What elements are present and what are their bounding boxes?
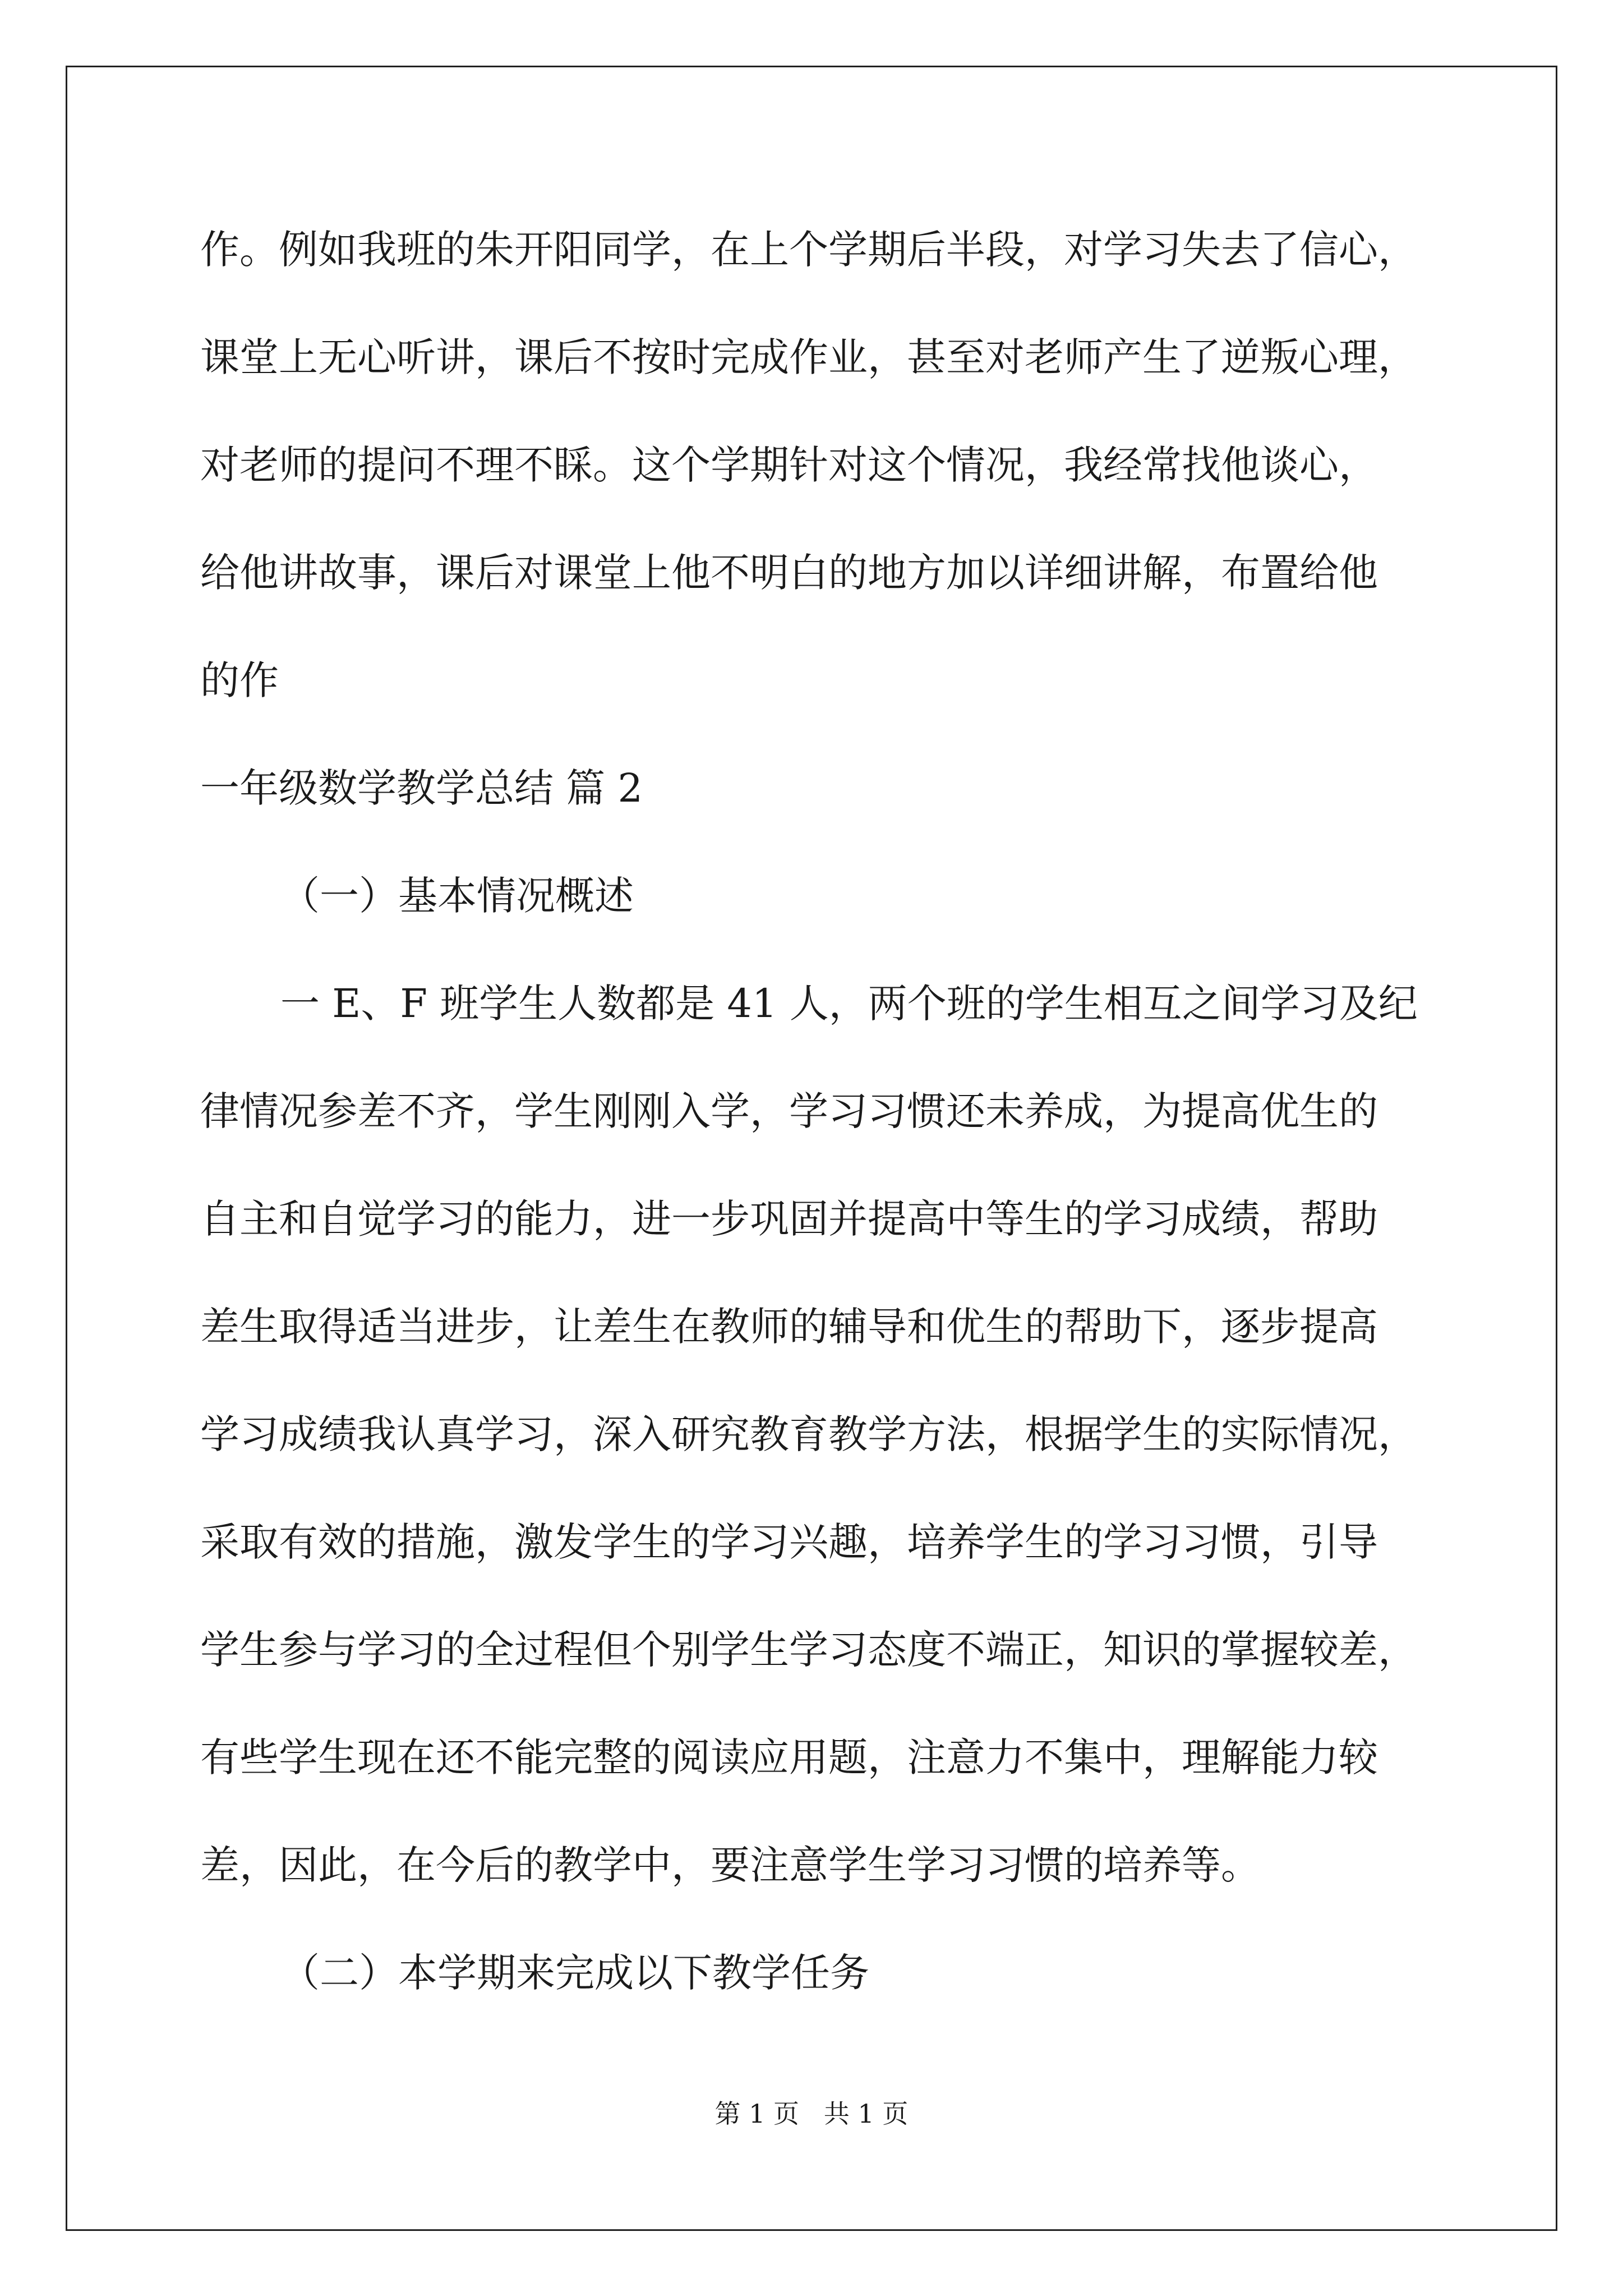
body-text-line: 学习成绩我认真学习，深入研究教育教学方法，根据学生的实际情况，: [200, 1411, 1417, 1457]
page-number-footer: 第 1 页 共 1 页: [714, 2099, 909, 2129]
body-text-line: 自主和自觉学习的能力，进一步巩固并提高中等生的学习成绩，帮助: [200, 1196, 1378, 1242]
body-text-line: 给他讲故事，课后对课堂上他不明白的地方加以详细讲解，布置给他: [200, 550, 1378, 596]
subsection-heading: （二）本学期来完成以下教学任务: [280, 1950, 869, 1996]
section-heading: 一年级数学教学总结 篇 2: [200, 765, 643, 811]
page-border: [66, 66, 1557, 2231]
body-text-line: 学生参与学习的全过程但个别学生学习态度不端正，知识的掌握较差，: [200, 1627, 1417, 1673]
body-text-line: 差生取得适当进步，让差生在教师的辅导和优生的帮助下，逐步提高: [200, 1304, 1378, 1350]
subsection-heading: （一）基本情况概述: [280, 873, 634, 919]
body-text-line: 律情况参差不齐，学生刚刚入学，学习习惯还未养成，为提高优生的: [200, 1088, 1378, 1134]
body-text-line: 有些学生现在还不能完整的阅读应用题，注意力不集中，理解能力较: [200, 1734, 1378, 1780]
body-text-line: 对老师的提问不理不睬。这个学期针对这个情况，我经常找他谈心，: [200, 442, 1378, 488]
body-text-line: 作。例如我班的朱开阳同学，在上个学期后半段，对学习失去了信心，: [200, 227, 1417, 273]
body-text-line: 一 E、F 班学生人数都是 41 人，两个班的学生相互之间学习及纪: [280, 981, 1418, 1027]
body-text-line: 差，因此，在今后的教学中，要注意学生学习习惯的培养等。: [200, 1842, 1260, 1888]
body-text-line: 课堂上无心听讲，课后不按时完成作业，甚至对老师产生了逆叛心理，: [200, 334, 1417, 380]
body-text-line: 采取有效的措施，激发学生的学习兴趣，培养学生的学习习惯，引导: [200, 1519, 1378, 1565]
body-text-line: 的作: [200, 657, 279, 703]
